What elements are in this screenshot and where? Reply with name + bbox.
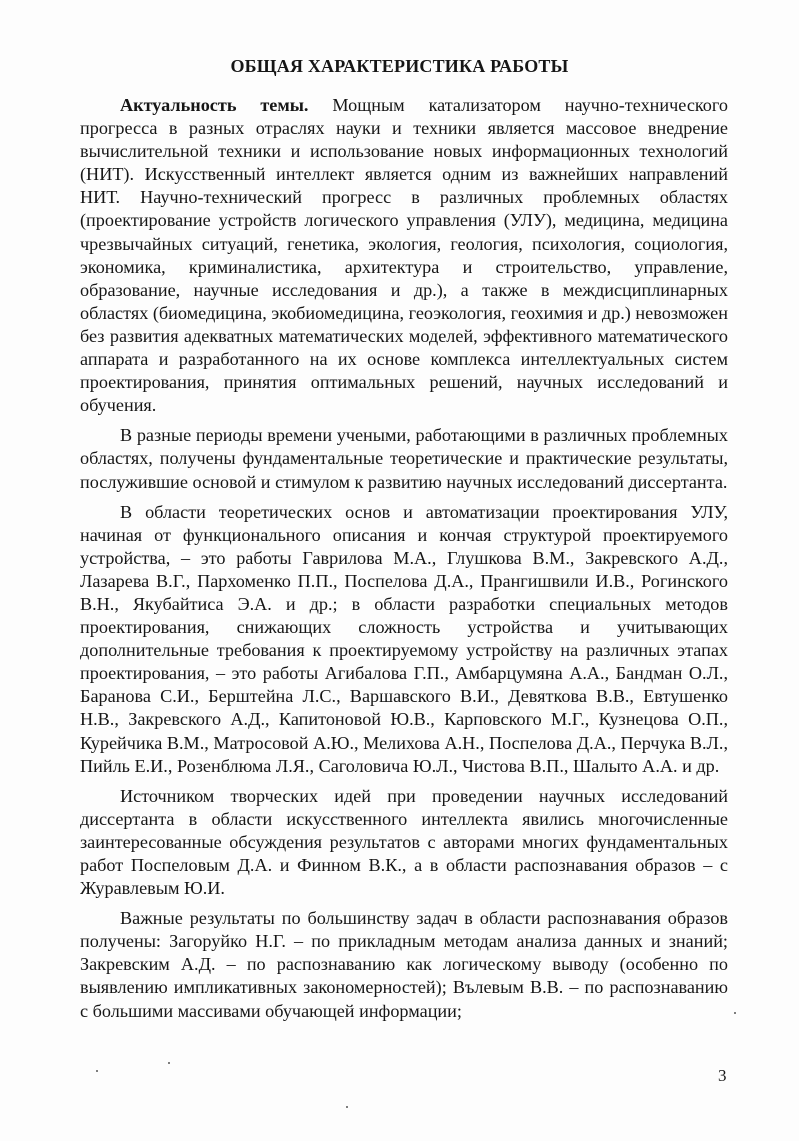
paragraph-pattern-recognition: Важные результаты по большинству задач в области распознавания образов получены: Загоруйко Н.Г. – по прикладным методам анализа данных и знаний; Закревским А.Д. – по распознаванию как логическому выводу (особенно по выявлению импликативных закономерностей); Вълевым В.В. – по распознаванию с большими массивами обучающей информации; <box>80 908 728 1021</box>
paragraph-text: Мощным катализатором научно-технического прогресса в разных отраслях науки и техники является массовое внедрение вычислительной техники и использование новых информационных технологий (НИТ). Искусственный интеллект является одним из важнейших направлений НИТ. Научно-технический прогресс в различных проблемных областях (проектирование устройств логического управления (УЛУ), медицина, медицина чрезвычайных ситуаций, генетика, экология, геология, психология, социология, экономика, криминалистика, архитектура и строительство, управление, образование, научные исследования и др.), а также в междисциплинарных областях (биомедицина, экобиомедицина, геоэкология, геохимия и др.) невозможен без развития адекватных математических моделей, эффективного математического аппарата и разработанного на их основе комплекса интеллектуальных систем проектирования, принятия оптимальных решений, научных исследований и обучения. <box>80 95 728 416</box>
paragraph-ideas-source: Источником творческих идей при проведении научных исследований диссертанта в области искусственного интеллекта явились многочисленные заинтересованные обсуждения результатов с авторами многих фундаментальных работ Поспеловым Д.А. и Финном В.К., а в области распознавания образов – с Журавлевым Ю.И. <box>80 785 728 899</box>
paragraph-relevance <box>80 94 728 417</box>
paragraph-periods: В разные периоды времени учеными, работающими в различных проблемных областях, получены фундаментальные теоретические и практические результаты, послужившие основой и стимулом к развитию научных исследований диссертанта. <box>80 425 728 492</box>
scan-speck <box>168 1062 170 1064</box>
page-title: ОБЩАЯ ХАРАКТЕРИСТИКА РАБОТЫ <box>230 56 569 76</box>
paragraph-lead: Актуальность темы. <box>120 95 309 115</box>
scan-speck <box>96 1070 98 1072</box>
scan-speck <box>346 1106 348 1108</box>
page-number: 3 <box>718 1066 727 1085</box>
body-text <box>80 94 728 1023</box>
scan-speck <box>734 1012 736 1014</box>
paragraph-design-theory: В области теоретических основ и автоматизации проектирования УЛУ, начиная от функционального описания и кончая структурой проектируемого устройства, – это работы Гаврилова М.А., Глушкова В.М., Закревского А.Д., Лазарева В.Г., Пархоменко П.П., Поспелова Д.А., Прангишвили И.В., Рогинского В.Н., Якубайтиса Э.А. и др.; в области разработки специальных методов проектирования, снижающих сложность устройства и учитывающих дополнительные требования к проектируемому устройству на различных этапах проектирования, – это работы Агибалова Г.П., Амбарцумяна А.А., Бандман О.Л., Баранова С.И., Берштейна Л.С., Варшавского В.И., Девяткова В.В., Евтушенко Н.В., Закревского А.Д., Капитоновой Ю.В., Карповского М.Г., Кузнецова О.П., Курейчика В.М., Матросовой А.Ю., Мелихова А.Н., Поспелова Д.А., Перчука В.Л., Пийль Е.И., Розенблюма Л.Я., Саголовича Ю.Л., Чистова В.П., Шалыто А.А. и др. <box>80 501 728 776</box>
